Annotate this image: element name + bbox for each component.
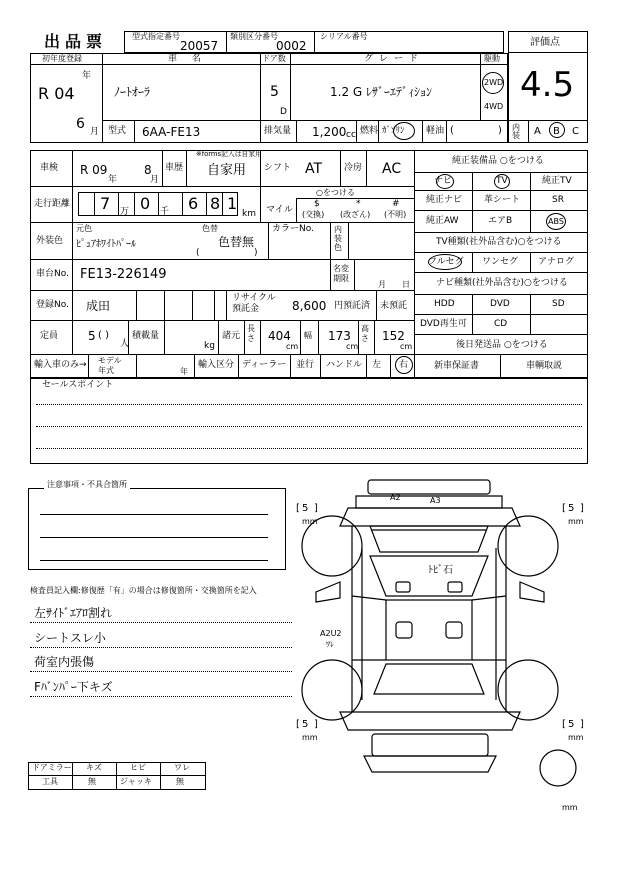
legend-h2: ヒビ xyxy=(130,763,146,772)
unknown-sym: # xyxy=(392,199,400,209)
equip-r2-0: 純正ナビ xyxy=(426,195,463,205)
cap-label: 定員 xyxy=(40,331,59,341)
height-cm: cm xyxy=(400,342,413,351)
interior-b: B xyxy=(553,126,560,137)
equip-r1-2: 純正TV xyxy=(542,176,572,186)
equip-r1-0: ナビ xyxy=(434,176,453,186)
grade-label: グレード xyxy=(364,54,425,64)
load-kg: kg xyxy=(204,341,215,351)
usage-label: 車歴 xyxy=(165,163,184,173)
first-reg-year: R 04 xyxy=(38,84,75,103)
swap-sym: $ xyxy=(314,199,320,209)
sheet-title: 出品票 xyxy=(44,32,108,51)
cap-paren: ( ) xyxy=(98,330,109,341)
paren-open: ( xyxy=(196,248,200,258)
legend-v2: ジャッキ xyxy=(120,777,152,786)
mileage-sen: 千 xyxy=(160,207,170,217)
tire-spare-unit: mm xyxy=(562,803,578,812)
inspect-label: 車検 xyxy=(40,163,59,173)
mileage-man: 万 xyxy=(120,207,130,217)
carname-label: 車 名 xyxy=(168,54,207,64)
doors-label: ドア数 xyxy=(262,54,286,63)
drive-4wd: 4WD xyxy=(484,102,504,111)
type-cert-label: 型式指定番号 xyxy=(132,32,180,41)
tire-fl-unit: mm xyxy=(302,517,318,526)
first-reg-month: 6 xyxy=(76,116,85,132)
cap-person: 人 xyxy=(120,339,130,349)
inspect-year: R 09 xyxy=(80,163,108,177)
year-mark: 年 xyxy=(82,71,92,81)
dealer: ディーラー xyxy=(242,360,287,370)
inspect-month: 8 xyxy=(144,163,152,177)
color-no-label: カラーNo. xyxy=(272,224,314,234)
inspector-line-1: 左ｻｲﾄﾞｴｱﾛ割れ xyxy=(34,606,113,620)
reg-place: 成田 xyxy=(86,299,111,313)
handle-label: ハンドル xyxy=(326,360,363,370)
width-label: 幅 xyxy=(304,331,312,340)
recycle: 8,600 xyxy=(292,299,327,313)
class-value: 0002 xyxy=(276,39,307,53)
damage-stone: ﾄﾋﾞ石 xyxy=(428,565,453,576)
later-0: 新車保証書 xyxy=(434,361,480,371)
navi-title: ナビ種類(社外品含む)○をつける xyxy=(436,278,568,288)
tire-fl-bracket: [ xyxy=(296,503,300,514)
drive-2wd: 2WD xyxy=(484,78,504,87)
inspector-line-4: Fﾊﾞﾝﾊﾟｰ下キズ xyxy=(34,680,113,694)
first-reg-label: 初年度登録 xyxy=(42,54,82,63)
navi1-1: DVD xyxy=(490,299,510,309)
namechange-day-mark: 日 xyxy=(402,280,410,289)
usage: 自家用 xyxy=(207,163,247,178)
navi2-0: DVD再生可 xyxy=(420,319,467,329)
later-title: 後日発送品 ○をつける xyxy=(456,340,548,350)
model-year-mark: 年 xyxy=(180,367,188,376)
tire-fr-bracket: [ xyxy=(562,503,566,514)
model: 6AA-FE13 xyxy=(142,125,201,139)
tire-fr: 5 xyxy=(568,503,575,514)
interior-c: C xyxy=(572,126,579,137)
serial-label: シリアル番号 xyxy=(320,32,368,41)
inspect-year-mark: 年 xyxy=(108,175,118,185)
circle-note: ○をつける xyxy=(316,188,355,197)
width: 173 xyxy=(328,329,351,343)
inspector-line-2: シートスレ小 xyxy=(34,631,106,645)
recycle-unit: 円預託済 xyxy=(334,301,371,311)
fuel: ｶﾞｿﾘﾝ xyxy=(382,126,405,136)
vin: FE13-226149 xyxy=(80,267,167,282)
inspector-line-3: 荷室内張傷 xyxy=(34,655,95,669)
height-label: 高さ xyxy=(361,324,369,343)
import-type-label: 輸入区分 xyxy=(198,360,235,370)
parallel: 並行 xyxy=(296,360,315,370)
tv-title: TV種類(社外品含む)○をつける xyxy=(436,237,562,247)
len-cm: cm xyxy=(286,342,299,351)
vin-label: 車台No. xyxy=(36,269,69,279)
genuine-title: 純正装備品 ○をつける xyxy=(452,156,544,166)
tire-rl-unit: mm xyxy=(302,733,318,742)
tv-0: フルセグ xyxy=(428,257,464,267)
tamper: (改ざん) xyxy=(340,210,371,219)
tv-1: ワンセグ xyxy=(482,257,519,267)
equip-r3-2: ABS xyxy=(548,217,564,226)
interior-label: 内装 xyxy=(512,123,520,140)
mile: マイル xyxy=(266,205,293,215)
damage-a2: A2 xyxy=(390,493,401,502)
length: 404 xyxy=(268,329,291,343)
model-label: 型式 xyxy=(108,126,127,136)
unknown: (不明) xyxy=(384,210,407,219)
handle-left: 左 xyxy=(372,360,382,370)
name-change-label: 名変期限 xyxy=(333,264,349,283)
equip-r3-1: エアB xyxy=(488,216,513,226)
navi1-0: HDD xyxy=(434,299,455,309)
notes-box xyxy=(28,488,286,570)
reg-label: 登録No. xyxy=(36,300,69,310)
later-1: 車輌取説 xyxy=(526,361,563,371)
not-deposited: 未預託 xyxy=(380,301,408,311)
navi2-1: CD xyxy=(494,319,508,329)
notes-label: 注意事項・不具合箇所 xyxy=(44,481,130,489)
len-label: 長さ xyxy=(247,324,255,343)
tire-rl: 5 xyxy=(302,719,309,730)
disp-label: 排気量 xyxy=(264,126,292,136)
width-cm: cm xyxy=(346,342,359,351)
equip-r2-2: SR xyxy=(552,195,564,205)
recycle-label: リサイクル預託金 xyxy=(232,293,276,314)
interior-color-label: 内装色 xyxy=(334,225,342,252)
legend-h1: キズ xyxy=(86,763,102,772)
legend-h0: ドアミラー xyxy=(32,763,72,772)
mileage-d3: 6 xyxy=(188,194,199,213)
load-label: 積載量 xyxy=(132,331,160,341)
inspector-note: 検査員記入欄:修復歴「有」の場合は修復箇所・交換箇所を記入 xyxy=(30,586,257,595)
shift: AT xyxy=(305,161,323,177)
damage-a3: A3 xyxy=(430,496,441,505)
displacement: 1,200 xyxy=(312,125,347,139)
ac-label: 冷房 xyxy=(344,163,363,173)
equip-r1-1: TV xyxy=(496,176,508,186)
import-label: 輸入車のみ→ xyxy=(34,360,87,370)
ext-color: ﾋﾟｭｱﾎﾜｲﾄﾊﾟｰﾙ xyxy=(76,239,136,250)
interior-a: A xyxy=(534,126,541,137)
mileage-label: 走行距離 xyxy=(34,199,71,209)
tire-rr-unit: mm xyxy=(568,733,584,742)
mileage-d1: 7 xyxy=(100,194,111,213)
ac: AC xyxy=(382,161,402,177)
usage-note: ※forms記入は自家用 xyxy=(196,150,262,158)
dims-label: 諸元 xyxy=(222,331,241,341)
tamper-sym: * xyxy=(356,199,361,209)
equip-r2-1: 革シート xyxy=(484,195,521,205)
inspect-month-mark: 月 xyxy=(150,175,160,185)
eval-score: 4.5 xyxy=(520,65,575,105)
orig-color-label: 元色 xyxy=(76,224,92,233)
grade: 1.2 G ﾚｻﾞｰｴﾃﾞｨｼｮﾝ xyxy=(330,85,433,99)
tire-fl: 5 xyxy=(302,503,309,514)
model-year-label: モデル年式 xyxy=(98,356,122,375)
height: 152 xyxy=(382,329,405,343)
eval-label: 評価点 xyxy=(530,37,560,48)
navi1-2: SD xyxy=(552,299,565,309)
drive-label: 駆動 xyxy=(484,54,500,63)
tire-rl-bracket: [ xyxy=(296,719,300,730)
month-mark: 月 xyxy=(90,127,100,137)
equip-r3-0: 純正AW xyxy=(426,216,459,226)
sales-point-label: セールスポイント xyxy=(42,380,114,390)
carname: ﾉｰﾄｵｰﾗ xyxy=(114,85,151,99)
mileage-d5: 1 xyxy=(227,194,238,213)
mileage-d4: 8 xyxy=(210,194,221,213)
door-suffix: D xyxy=(280,107,287,117)
damage-a2u2: A2U2 xyxy=(320,629,342,638)
tire-fr-unit: mm xyxy=(568,517,584,526)
sales-point-box xyxy=(30,378,588,464)
swap: (交換) xyxy=(302,210,325,219)
light-oil-label: 軽油 xyxy=(426,126,445,136)
capacity: 5 xyxy=(88,329,96,343)
legend-v1: 無 xyxy=(88,777,96,786)
shift-label: シフト xyxy=(264,163,292,173)
tire-rr-bracket: [ xyxy=(562,719,566,730)
repaint: 色替無 xyxy=(218,235,255,249)
tire-rr: 5 xyxy=(568,719,575,730)
handle-right: 右 xyxy=(399,360,409,370)
mileage-d2: 0 xyxy=(140,194,151,213)
fuel-label: 燃料 xyxy=(360,126,379,136)
type-cert-value: 20057 xyxy=(180,39,219,53)
disp-unit: cc xyxy=(346,130,356,140)
km: km xyxy=(242,209,256,219)
color-label: 外装色 xyxy=(36,236,64,246)
namechange-month-mark: 月 xyxy=(378,280,386,289)
legend-v3: 無 xyxy=(176,777,184,786)
damage-crack: ﾜﾚ xyxy=(326,640,334,649)
tv-2: アナログ xyxy=(538,257,575,267)
paren-close: ) xyxy=(254,248,258,258)
repaint-label: 色替 xyxy=(202,224,218,233)
class-label: 類別区分番号 xyxy=(230,32,278,41)
doors: 5 xyxy=(270,84,279,100)
legend-v0: 工具 xyxy=(42,777,58,786)
legend-h3: ワレ xyxy=(174,763,190,772)
